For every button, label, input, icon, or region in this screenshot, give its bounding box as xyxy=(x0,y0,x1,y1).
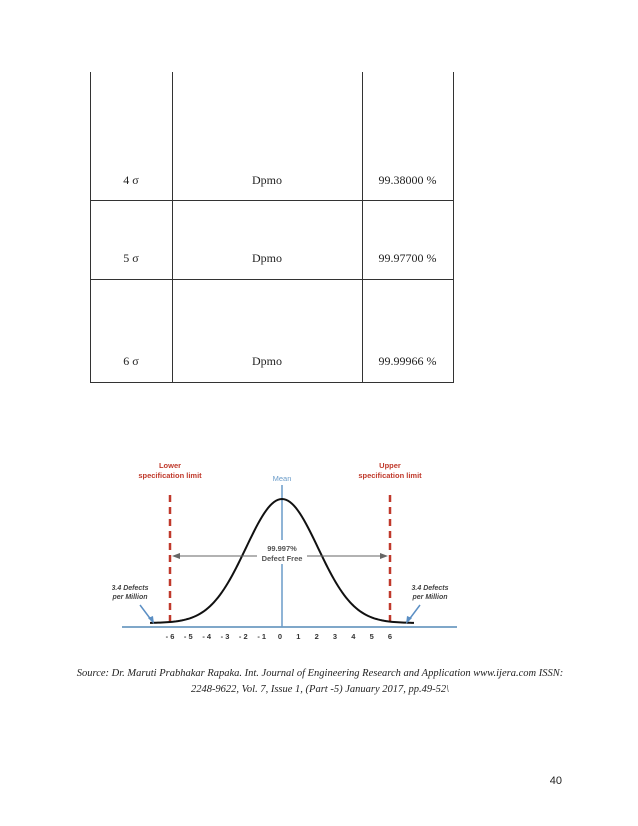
table-cell-yield: 99.99966 % xyxy=(378,354,437,368)
table-cell-sigma: 5 σ xyxy=(123,251,139,265)
upper-limit-label-line1: Upper xyxy=(379,461,401,470)
defect-free-percent: 99.997% xyxy=(267,544,297,553)
axis-tick-label: - 6 xyxy=(165,632,175,641)
caption-line-1: Source: Dr. Maruti Prabhakar Rapaka. Int. Journal of Engineering Research and Application www.ijera.com ISSN: xyxy=(76,668,564,679)
six-sigma-distribution-figure xyxy=(112,455,464,641)
table-cell-sigma: 4 σ xyxy=(123,173,139,187)
axis-tick-label: 5 xyxy=(369,632,374,641)
defect-free-label: Defect Free xyxy=(261,554,303,563)
arrow-head-left xyxy=(172,553,180,559)
table-cell-yield: 99.97700 % xyxy=(378,251,437,265)
lower-limit-label-line1: Lower xyxy=(158,461,182,470)
table-column-divider xyxy=(362,72,363,383)
axis-tick-label: 2 xyxy=(314,632,319,641)
axis-tick-label: 0 xyxy=(277,632,283,641)
left-defects-label-line1: 3.4 Defects xyxy=(112,585,149,592)
axis-tick-labels xyxy=(166,632,392,641)
table-border-bottom xyxy=(90,382,454,383)
mean-label: Mean xyxy=(272,474,292,483)
figure-caption xyxy=(60,666,580,698)
lower-limit-label-line2: specification limit xyxy=(138,471,202,480)
arrow-head-right xyxy=(380,553,388,559)
table-cell-unit: Dpmo xyxy=(252,354,282,368)
table-row-divider xyxy=(90,200,454,201)
upper-limit-label-line2: specification limit xyxy=(358,471,422,480)
table-border-right xyxy=(453,72,454,383)
table-border-left xyxy=(90,72,91,383)
right-defects-label-line1: 3.4 Defects xyxy=(411,585,449,592)
table-row-divider xyxy=(90,279,454,280)
table-cell-unit: Dpmo xyxy=(252,173,282,187)
table-cell-yield: 99.38000 % xyxy=(378,173,437,187)
sigma-table xyxy=(90,72,454,383)
axis-tick-label: - 1 xyxy=(257,632,267,641)
table-column-divider xyxy=(172,72,173,383)
table-cell-unit: Dpmo xyxy=(252,251,282,265)
axis-tick-label: - 2 xyxy=(238,632,248,641)
left-defects-label-line2: per Million xyxy=(112,594,148,601)
axis-tick-label: 3 xyxy=(332,632,338,641)
table-cell-sigma: 6 σ xyxy=(123,354,139,368)
axis-tick-label: - 4 xyxy=(202,632,212,641)
normal-curve-diagram xyxy=(112,455,464,641)
axis-tick-label: 1 xyxy=(296,632,301,641)
caption-line-2: 2248-9622, Vol. 7, Issue 1, (Part -5) January 2017, pp.49-52\ xyxy=(190,684,450,695)
axis-tick-label: - 3 xyxy=(220,632,230,641)
right-defects-label-line2: per Million xyxy=(412,594,448,601)
axis-tick-label: - 5 xyxy=(183,632,193,641)
axis-tick-label: 6 xyxy=(387,632,393,641)
page-number: 40 xyxy=(549,775,562,787)
axis-tick-label: 4 xyxy=(351,632,356,641)
